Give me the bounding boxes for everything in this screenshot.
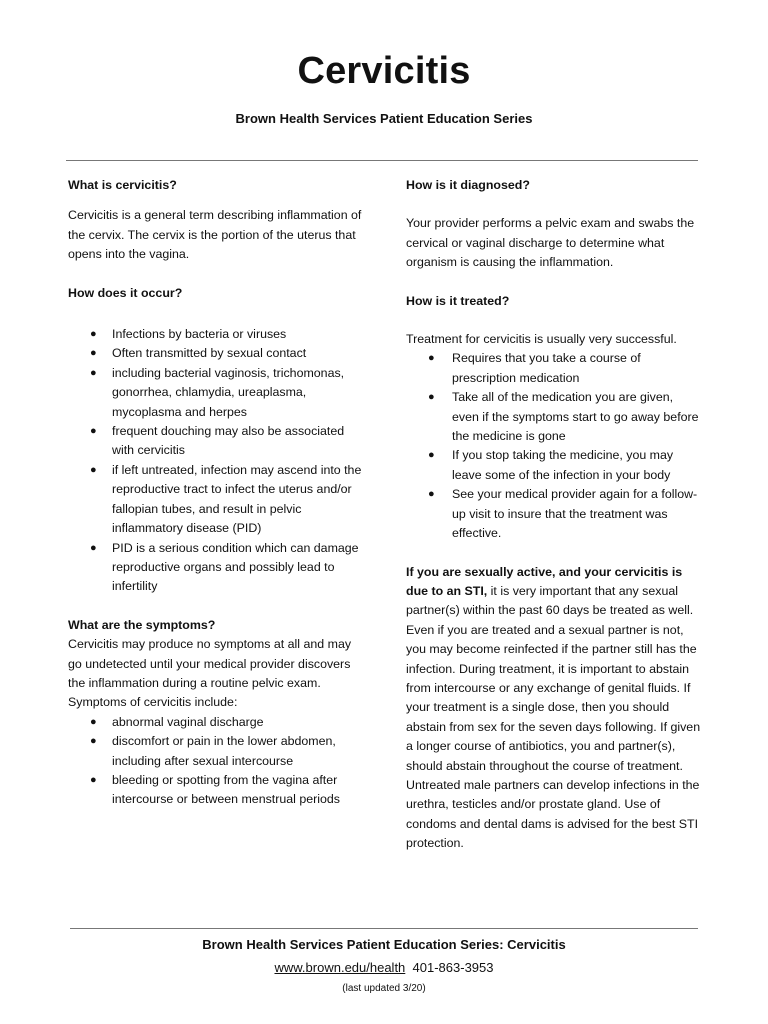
bullet-icon: ● <box>90 715 97 728</box>
list-item <box>68 713 368 732</box>
right-column <box>406 176 702 854</box>
sti-paragraph <box>406 563 702 854</box>
sti-text: it is very important that any sexual partner(s) within the past 60 days be treated as well. Even if you are treated and a sexual partner is not, you may become reinfected if the partner still has the infection. During treatment, it is important to abstain from intercourse or any exchange of genital fluids. If your treatment is a single dose, then you should abstain from sex for the seven days following. If given a longer course of antibiotics, you and partner(s), should abstain throughout the course of treatment. Untreated male partners can develop infections in the urethra, testicles and/or prostate gland. Use of condoms and dental dams is advised for the best STI protection. <box>406 583 701 851</box>
list-item-text: Often transmitted by sexual contact <box>112 346 307 361</box>
bullet-icon: ● <box>90 328 97 341</box>
list-item <box>406 485 702 543</box>
health-website-link[interactable]: www.brown.edu/health <box>274 960 406 975</box>
bullet-icon: ● <box>90 773 97 786</box>
list-item <box>406 388 702 446</box>
diagnosed-heading: How is it diagnosed? <box>406 178 530 192</box>
bullet-icon: ● <box>428 391 435 404</box>
bullet-icon: ● <box>90 463 97 476</box>
occur-heading: How does it occur? <box>68 285 183 300</box>
list-item-text: abnormal vaginal discharge <box>112 714 264 729</box>
treated-heading: How is it treated? <box>406 293 510 308</box>
list-item-text: Infections by bacteria or viruses <box>112 327 287 342</box>
symptoms-text: Cervicitis may produce no symptoms at all and may go undetected until your medical provider discovers the inflammation during a routine pelvic exam. Symptoms of cervicitis include: <box>68 637 352 710</box>
list-item <box>68 732 368 771</box>
occur-list <box>68 325 368 597</box>
footer-title: Brown Health Services Patient Education Series: Cervicitis <box>202 937 566 952</box>
bullet-icon: ● <box>428 449 435 462</box>
bullet-icon: ● <box>428 488 435 501</box>
list-item <box>406 446 702 485</box>
bullet-icon: ● <box>90 366 97 379</box>
list-item <box>68 364 368 422</box>
list-item <box>68 461 368 539</box>
list-item-text: if left untreated, infection may ascend into the reproductive tract to infect the uterus and/or fallopian tubes, and result in pelvic inflammatory disease (PID) <box>112 462 362 536</box>
page-title: Cervicitis <box>297 50 471 92</box>
list-item <box>68 422 368 461</box>
symptoms-list <box>68 713 368 810</box>
phone-number: 401-863-3953 <box>412 960 494 975</box>
bullet-icon: ● <box>90 541 97 554</box>
left-column <box>68 176 368 810</box>
list-item-text: Take all of the medication you are given, even if the symptoms start to go away before the medicine is gone <box>452 390 699 444</box>
bullet-icon: ● <box>428 352 435 365</box>
bullet-icon: ● <box>90 425 97 438</box>
what-heading: What is cervicitis? <box>68 178 177 192</box>
footer-contact <box>0 960 768 975</box>
page-subtitle: Brown Health Services Patient Education Series <box>235 111 533 126</box>
list-item <box>68 771 368 810</box>
bottom-divider <box>70 928 698 929</box>
list-item-text: frequent douching may also be associated with cervicitis <box>112 424 345 458</box>
list-item-text: bleeding or spotting from the vagina after intercourse or between menstrual periods <box>112 772 340 807</box>
list-item-text: Requires that you take a course of prescription medication <box>452 351 641 385</box>
diagnosed-text: Your provider performs a pelvic exam and swabs the cervical or vaginal discharge to determine what organism is causing the inflammation. <box>406 216 695 270</box>
treated-intro: Treatment for cervicitis is usually very successful. <box>406 332 677 347</box>
last-updated: (last updated 3/20) <box>342 983 426 994</box>
list-item <box>68 539 368 597</box>
list-item-text: including bacterial vaginosis, trichomonas, gonorrhea, chlamydia, ureaplasma, mycoplasma and herpes <box>112 365 345 419</box>
bullet-icon: ● <box>90 347 97 360</box>
list-item <box>68 344 368 363</box>
top-divider <box>66 160 698 161</box>
symptoms-heading: What are the symptoms? <box>68 617 216 632</box>
bullet-icon: ● <box>90 735 97 748</box>
list-item-text: discomfort or pain in the lower abdomen, including after sexual intercourse <box>112 734 336 768</box>
list-item-text: PID is a serious condition which can damage reproductive organs and possibly lead to infertility <box>112 540 359 594</box>
list-item <box>68 325 368 344</box>
list-item-text: See your medical provider again for a follow- up visit to insure that the treatment was effective. <box>452 487 698 541</box>
list-item-text: If you stop taking the medicine, you may leave some of the infection in your body <box>452 448 674 482</box>
list-item <box>406 349 702 388</box>
what-text: Cervicitis is a general term describing inflammation of the cervix. The cervix is the portion of the uterus that opens into the vagina. <box>68 208 362 262</box>
sti-lead: If you are sexually active, and your cervicitis is due to an STI, <box>406 564 683 598</box>
treated-list <box>406 349 702 543</box>
